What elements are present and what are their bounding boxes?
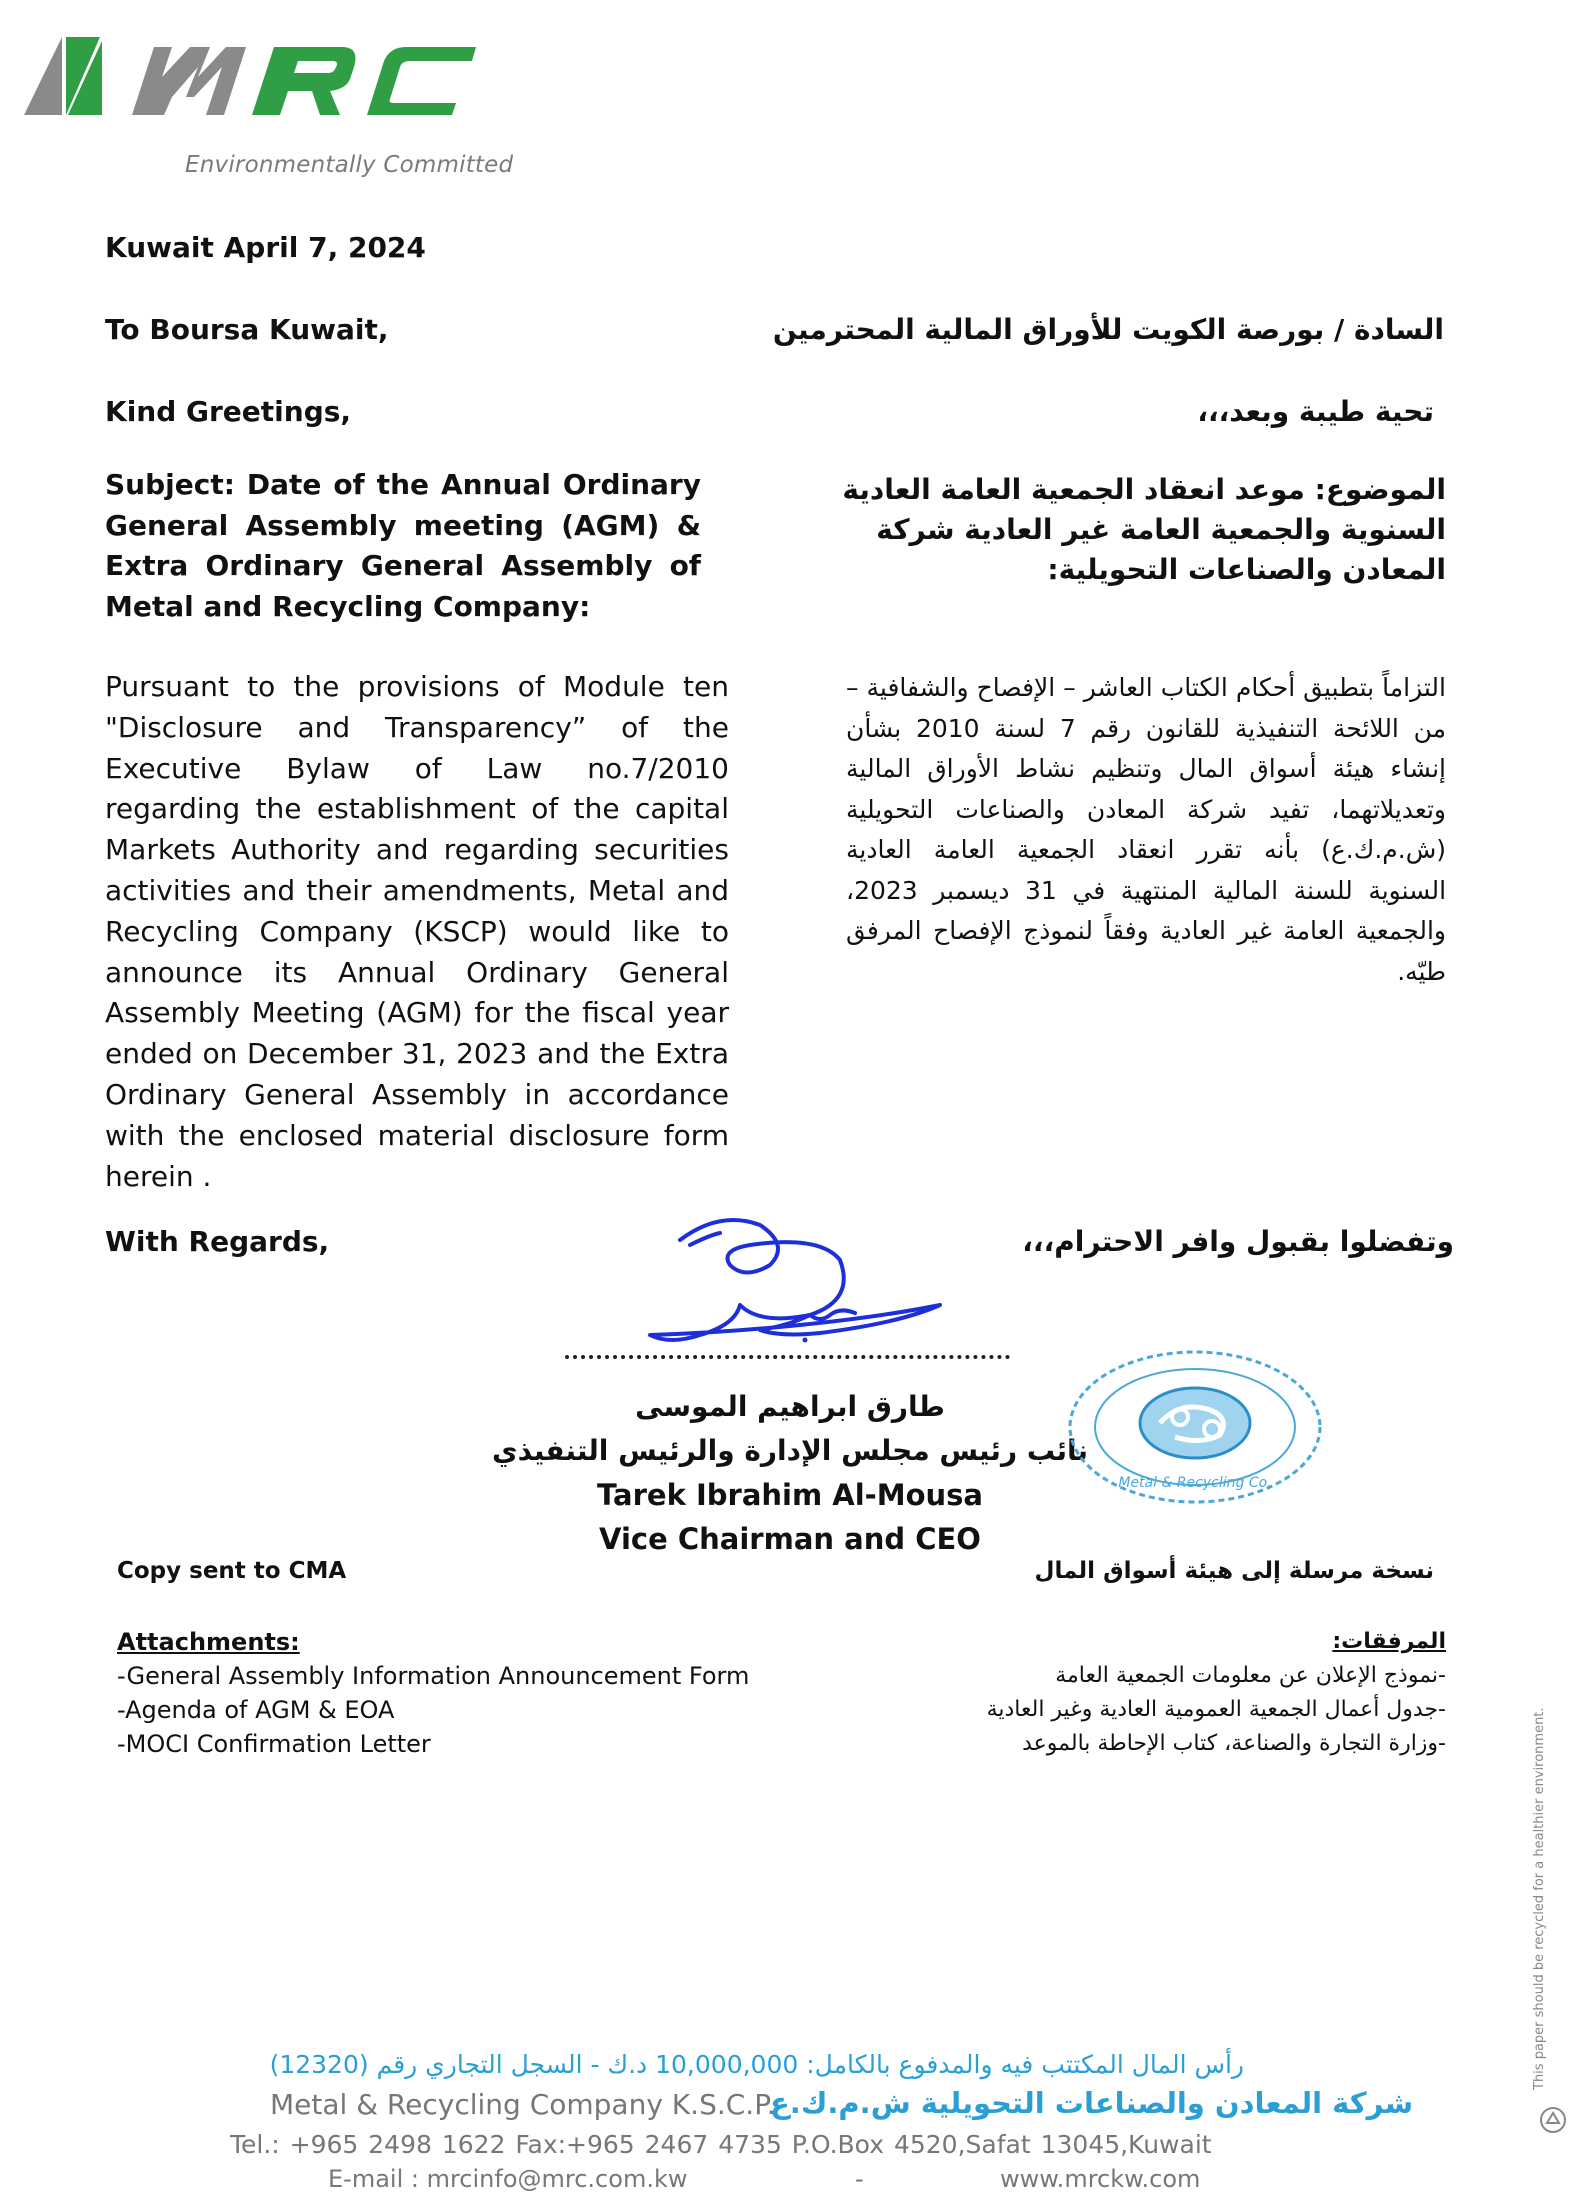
subject-ar: الموضوع: موعد انعقاد الجمعية العامة العادية السنوية والجمعية العامة غير العادية شركة المعادن والصناعات التحويلية: xyxy=(842,473,1446,586)
attachment-item-en: -MOCI Confirmation Letter xyxy=(117,1730,431,1758)
attachment-item-en: -General Assembly Information Announcement Form xyxy=(117,1662,750,1690)
attachments-heading-ar: المرفقات: xyxy=(1332,1629,1446,1654)
signer-block xyxy=(480,1385,1100,1561)
body-ar: التزاماً بتطبيق أحكام الكتاب العاشر – الإفصاح والشفافية – من اللائحة التنفيذية للقانون رقم 7 لسنة 2010 بشأن إنشاء هيئة أسواق المال وتنظيم نشاط الأوراق المالية وتعديلاتهما، تفيد شركة المعادن والصناعات التحويلية (ش.م.ك.ع) بأنه تقرر انعقاد الجمعية العامة العادية السنوية للسنة المالية المنتهية في 31 ديسمبر 2023، والجمعية العامة غير العادية وفقاً لنموذج الإفصاح المرفق طيّه. xyxy=(846,673,1447,986)
company-stamp xyxy=(1060,1345,1330,1510)
footer-company-en: Metal & Recycling Company K.S.C.P. xyxy=(270,2088,776,2121)
greeting-ar: تحية طيبة وبعد،،، xyxy=(1197,395,1434,428)
signer-title-ar: نائب رئيس مجلس الإدارة والرئيس التنفيذي xyxy=(492,1434,1088,1467)
footer-capital: رأس المال المكتتب فيه والمدفوع بالكامل: 10,000,000 د.ك - السجل التجاري رقم (12320) xyxy=(269,2050,1244,2079)
logo-text: MRC xyxy=(22,25,25,26)
signer-title-en: Vice Chairman and CEO xyxy=(599,1522,981,1556)
letter-date: Kuwait April 7, 2024 xyxy=(105,231,426,264)
stamp-text: Metal & Recycling Co. xyxy=(1118,1475,1272,1491)
recycle-note: This paper should be recycled for a healthier environment. xyxy=(1532,1707,1547,2090)
copy-notice-en: Copy sent to CMA xyxy=(117,1558,347,1584)
attachments-en xyxy=(117,1625,749,1761)
footer-email: E-mail : mrcinfo@mrc.com.kw xyxy=(328,2165,688,2193)
recycle-icon xyxy=(1538,2105,1568,2135)
logo-tagline: Environmentally Committed xyxy=(185,152,514,178)
footer-separator: - xyxy=(855,2165,864,2193)
attachment-item-ar: -وزارة التجارة والصناعة، كتاب الإحاطة بالموعد xyxy=(1022,1731,1446,1756)
footer-company-ar: شركة المعادن والصناعات التحويلية ش.م.ك.ع xyxy=(770,2086,1414,2120)
closing-ar: وتفضلوا بقبول وافر الاحترام،،، xyxy=(1022,1225,1454,1258)
signature-line xyxy=(565,1355,1010,1359)
attachment-item-en: -Agenda of AGM & EOA xyxy=(117,1696,395,1724)
footer-website: www.mrckw.com xyxy=(1000,2165,1201,2193)
subject-en: Subject: Date of the Annual Ordinary General Assembly meeting (AGM) & Extra Ordinary General Assembly of Metal and Recycling Company: xyxy=(105,468,701,623)
attachments-ar xyxy=(846,1625,1446,1761)
attachments-heading-en: Attachments: xyxy=(117,1628,300,1656)
recipient-ar: السادة / بورصة الكويت للأوراق المالية المحترمين xyxy=(772,313,1444,346)
body-en: Pursuant to the provisions of Module ten "Disclosure and Transparency” of the Executive Bylaw of Law no.7/2010 regarding the establishment of the capital Markets Authority and regarding securities activities and their amendments, Metal and Recycling Company (KSCP) would like to announce its Annual Ordinary General Assembly Meeting (AGM) for the fiscal year ended on December 31, 2023 and the Extra Ordinary General Assembly in accordance with the enclosed material disclosure form herein . xyxy=(105,670,729,1193)
attachment-item-ar: -نموذج الإعلان عن معلومات الجمعية العامة xyxy=(1055,1663,1446,1688)
recipient-en: To Boursa Kuwait, xyxy=(105,313,389,346)
copy-notice-ar: نسخة مرسلة إلى هيئة أسواق المال xyxy=(1034,1558,1434,1584)
handwritten-signature xyxy=(640,1205,970,1370)
attachment-item-ar: -جدول أعمال الجمعية العمومية العادية وغير العادية xyxy=(986,1697,1446,1722)
closing-en: With Regards, xyxy=(105,1225,330,1258)
greeting-en: Kind Greetings, xyxy=(105,395,352,428)
signer-name-en: Tarek Ibrahim Al-Mousa xyxy=(597,1478,983,1512)
footer-contact: Tel.: +965 2498 1622 Fax:+965 2467 4735 P.O.Box 4520,Safat 13045,Kuwait xyxy=(230,2130,1212,2159)
signer-name-ar: طارق ابراهيم الموسى xyxy=(635,1390,945,1423)
